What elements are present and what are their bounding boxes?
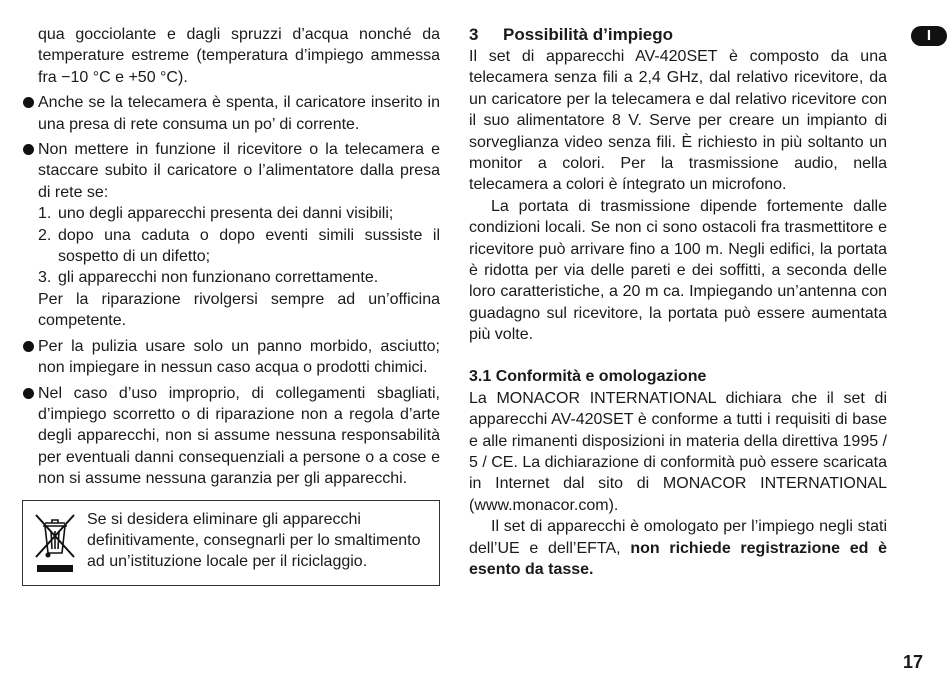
numbered-list	[22, 203, 440, 289]
subsection-heading: 3.1 Conformità e omologazione	[469, 367, 707, 385]
repair-note: Per la riparazione rivolgersi sempre ad un’officina competente.	[38, 290, 440, 330]
crossed-out-wheelie-bin-icon	[33, 511, 77, 575]
section-heading: 3 Possibilità d’impiego	[469, 25, 674, 44]
left-column	[22, 24, 440, 586]
language-tab: I	[911, 26, 947, 46]
list-item: 2. dopo una caduta o dopo eventi simili sussiste il sospetto di un difetto;	[38, 226, 440, 266]
section-paragraph: La MONACOR INTERNATIONAL dichiara che il set di apparecchi AV-420SET è conforme a tutti i requisiti di base e alle rimanenti disposizioni in materia della direttiva 1995 / 5 / CE. La dichiarazione di conformità può essere scaricata in Internet dal sito di MONACOR INTERNATIONAL (www.monacor.com).	[469, 389, 887, 514]
right-column	[469, 24, 887, 580]
disposal-notice-text: Se si desidera eliminare gli apparecchi definitivamente, consegnarli per lo smaltimento ad un’istituzione locale per il riciclaggio.	[87, 510, 421, 571]
section-paragraph: Il set di apparecchi è omologato per l’impiego negli stati dell’UE e dell’EFTA, non richiede registrazione ed è esento da tasse.	[469, 518, 887, 578]
bullet-item: Non mettere in funzione il ricevitore o la telecamera e staccare subito il caricatore o l’alimentatore dalla presa di rete se:	[22, 139, 440, 203]
bullet-item: Anche se la telecamera è spenta, il caricatore inserito in una presa di rete consuma un po’ di corrente.	[22, 92, 440, 135]
section-paragraph: Il set di apparecchi AV-420SET è composto da una telecamera senza fili a 2,4 GHz, dal relativo ricevitore, da un caricatore per la telecamera e dal relativo ricevitore con il suo alimentatore 8 V. Serve per creare un impianto di sorveglianza video senza fili. È richiesto in più soltanto un monitor a colori. Per la trasmissione audio, nella telecamera a colori è íntegrato un microfono.	[469, 48, 887, 194]
bullet-item: Nel caso d’uso improprio, di collegamenti sbagliati, d’impiego scorretto o di riparazione non a regola d’arte degli apparecchi, non si assume nessuna responsabilità per eventuali danni consequenziali a persone o a cose e non si assume nessuna garanzia per gli apparecchi.	[22, 383, 440, 490]
intro-continuation: qua gocciolante e dagli spruzzi d’acqua nonché da temperature estreme (temperatura d’impiego ammessa fra −10 °C e +50 °C).	[38, 26, 440, 86]
bullet-item: Per la pulizia usare solo un panno morbido, asciutto; non impiegare in nessun caso acqua o prodotti chimici.	[22, 336, 440, 379]
page-number: 17	[903, 652, 924, 672]
list-item: 1. uno degli apparecchi presenta dei danni visibili;	[38, 205, 394, 223]
section-paragraph: La portata di trasmissione dipende fortemente dalle condizioni locali. Se non ci sono ostacoli fra trasmettitore e ricevitore può arrivare fino a 100 m. Negli edifici, la portata è ridotta per via delle pareti e dei soffitti, a seconda delle loro caratteristiche, a 20 m ca. Impiegando un’antenna con guadagno sul ricevitore, la portata può essere aumentata più volte.	[469, 197, 887, 344]
disposal-notice-box	[22, 500, 440, 586]
list-item: 3. gli apparecchi non funzionano correttamente.	[38, 269, 379, 287]
